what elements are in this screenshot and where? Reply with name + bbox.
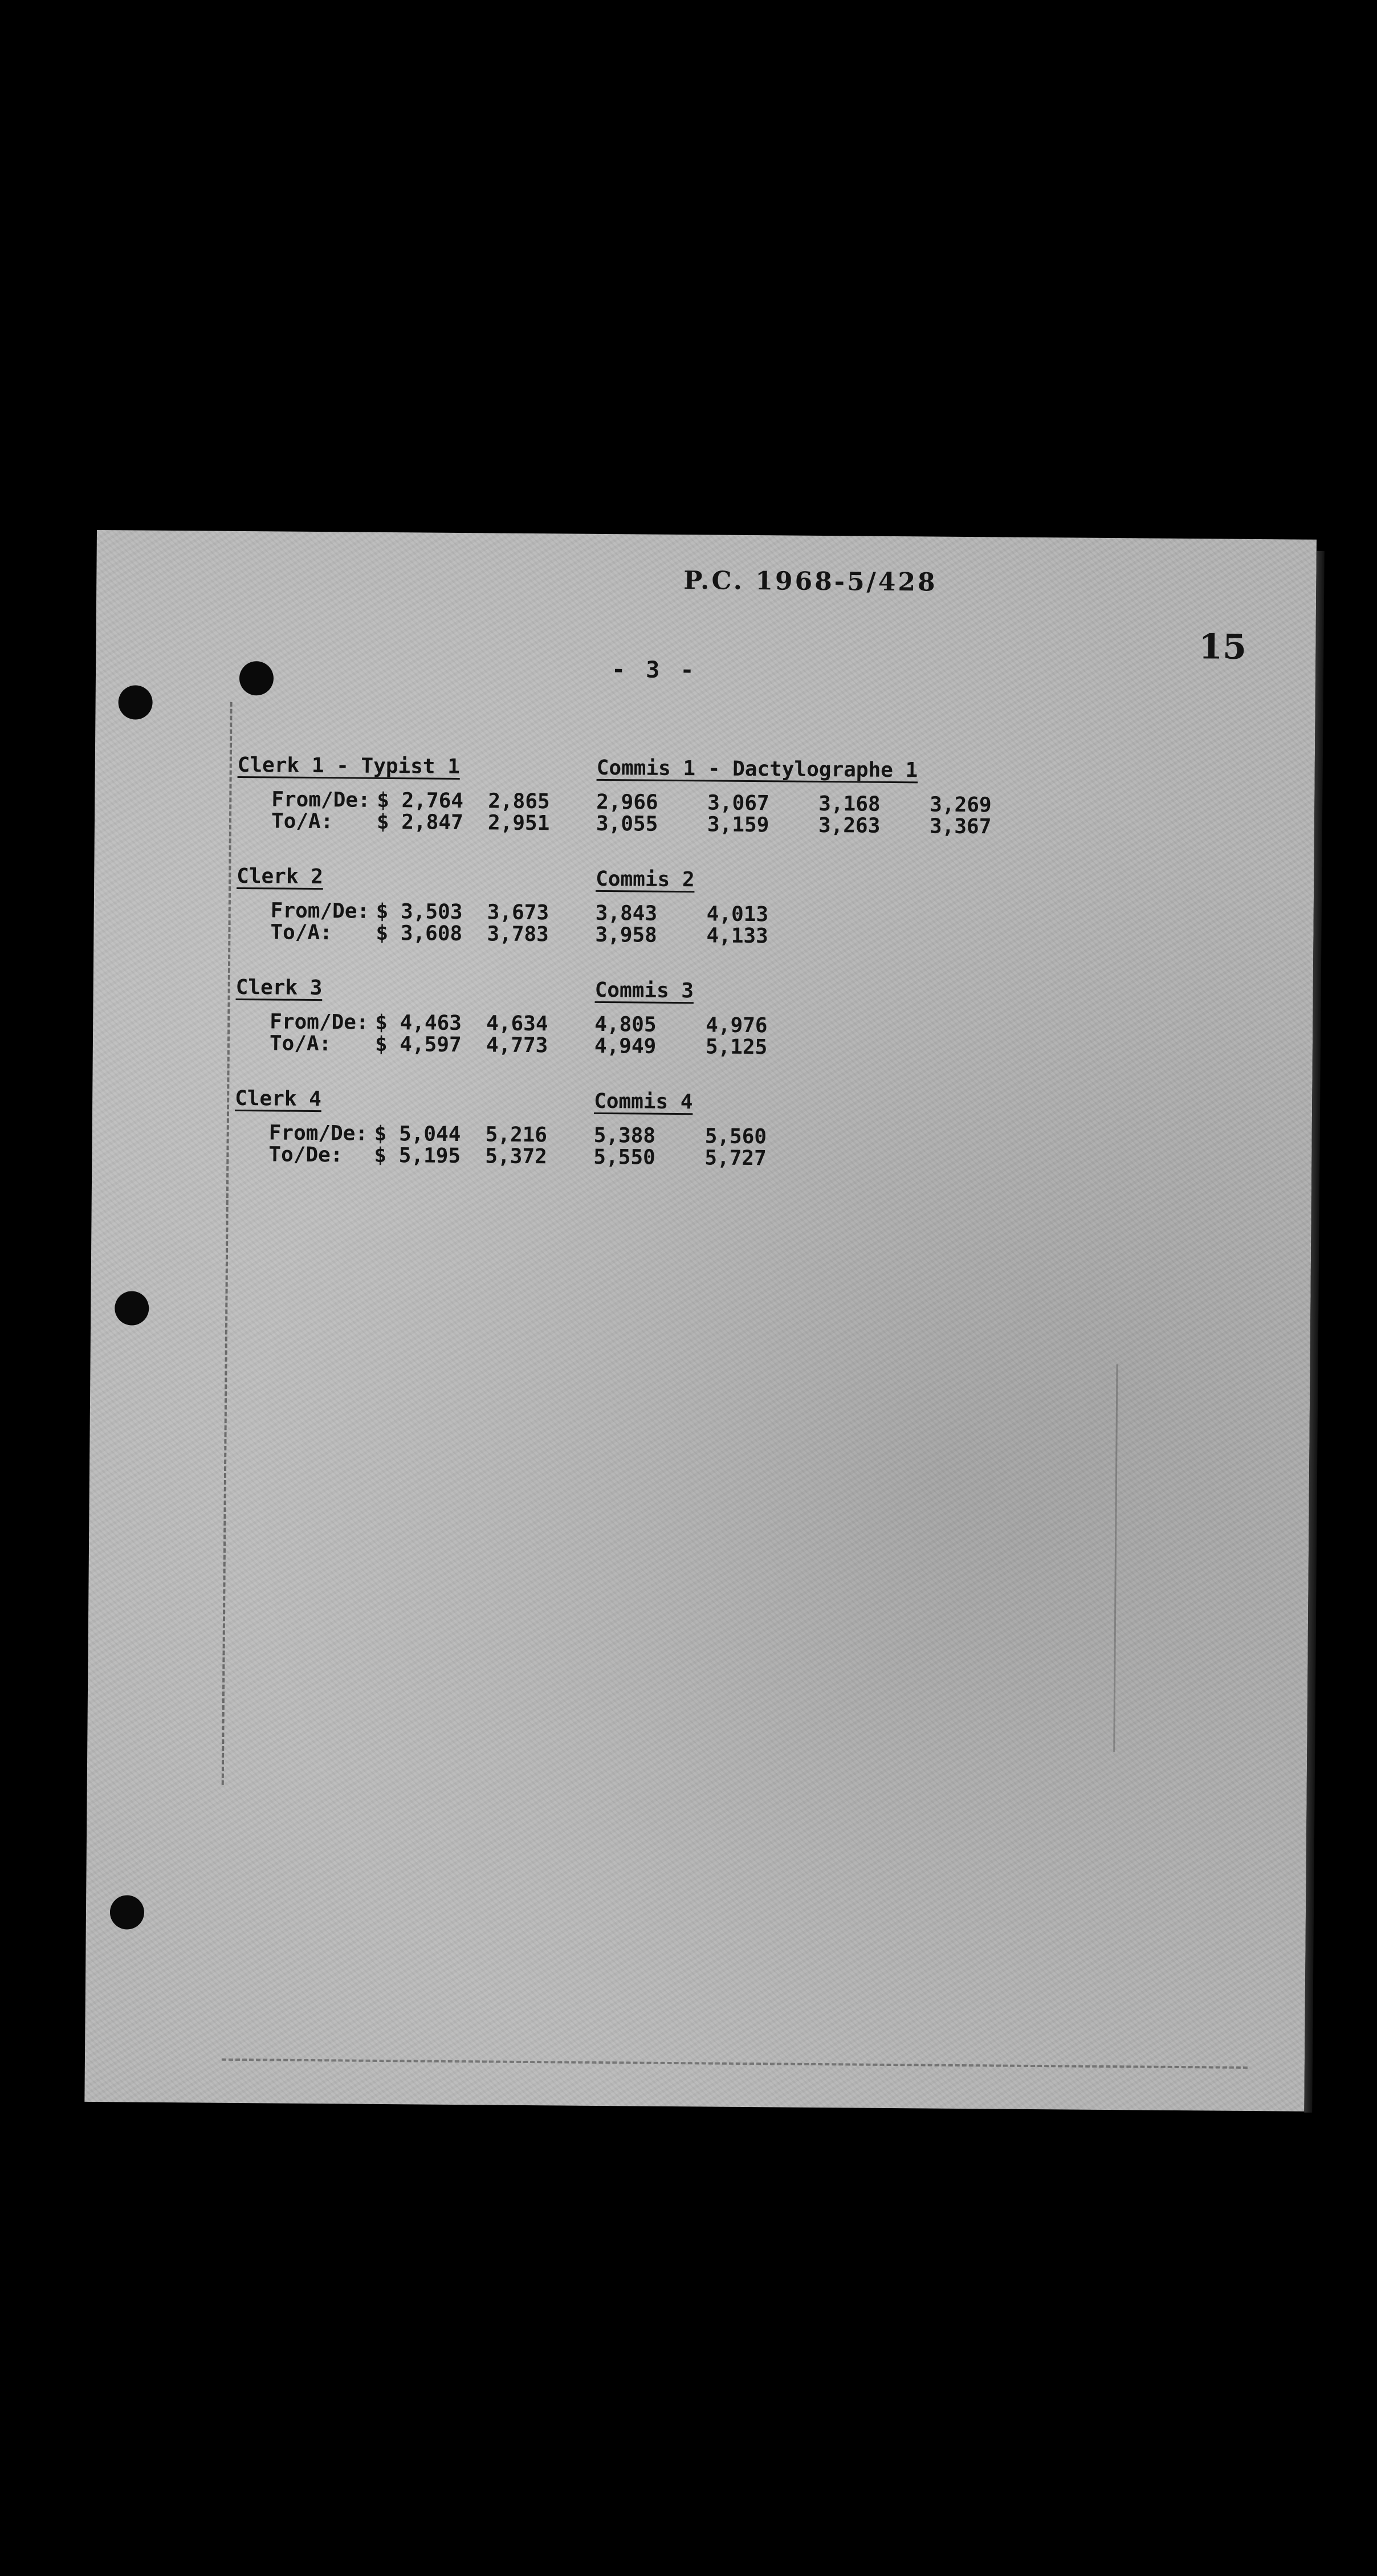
section-title-fr: Commis 1 - Dactylographe 1 (596, 756, 918, 782)
salary-value: 4,013 (706, 902, 769, 927)
salary-value: 5,388 (593, 1123, 656, 1148)
sequence-marker: - 3 - (611, 657, 698, 684)
salary-value: 3,367 (929, 814, 992, 839)
right-rule (1113, 1364, 1118, 1752)
salary-value: 5,727 (704, 1146, 767, 1171)
section-title-en: Clerk 2 (237, 864, 324, 889)
page-number: 15 (1199, 627, 1247, 667)
salary-value: $ 4,463 (375, 1010, 462, 1036)
section-title-fr: Commis 2 (596, 867, 695, 892)
punch-hole-middle (115, 1291, 149, 1325)
row-label: To/A: (270, 920, 332, 945)
salary-value: $ 4,597 (374, 1032, 462, 1057)
salary-value: $ 5,195 (374, 1143, 461, 1168)
salary-value: 3,843 (595, 901, 658, 926)
row-label: To/A: (269, 1032, 332, 1056)
salary-value: $ 3,503 (376, 899, 463, 924)
punch-hole-small (239, 661, 274, 695)
row-label: From/De: (271, 788, 370, 812)
salary-value: 5,216 (485, 1123, 548, 1147)
section-title-en: Clerk 1 - Typist 1 (237, 753, 461, 779)
salary-value: $ 2,764 (377, 788, 464, 813)
salary-value: 3,168 (818, 792, 881, 816)
salary-value: 5,560 (704, 1124, 767, 1149)
section-title-fr: Commis 3 (594, 978, 694, 1003)
salary-value: $ 3,608 (376, 921, 463, 946)
bottom-rule (222, 2059, 1248, 2069)
salary-value: 4,949 (594, 1034, 657, 1058)
salary-value: 3,783 (487, 922, 549, 947)
salary-value: 5,372 (485, 1144, 547, 1169)
margin-rule (222, 702, 233, 1785)
salary-value: 2,966 (596, 790, 658, 814)
salary-value: $ 5,044 (374, 1122, 461, 1147)
salary-value: 4,976 (706, 1013, 768, 1038)
punch-hole-bottom (110, 1895, 144, 1929)
row-label: To/A: (271, 809, 333, 834)
salary-value: 3,958 (595, 923, 657, 947)
salary-value: 4,634 (486, 1012, 548, 1036)
salary-value: 5,550 (593, 1145, 655, 1169)
salary-value: 5,125 (705, 1035, 768, 1059)
page-edge-shadow (1304, 551, 1325, 2113)
salary-value: 3,269 (930, 793, 992, 817)
salary-value: 3,159 (707, 813, 769, 837)
salary-value: 2,865 (488, 789, 550, 814)
punch-hole-top (118, 685, 152, 719)
row-label: From/De: (268, 1121, 368, 1146)
salary-value: 4,133 (706, 924, 768, 948)
row-label: From/De: (270, 1010, 369, 1034)
salary-value: 3,673 (487, 900, 549, 925)
section-title-fr: Commis 4 (593, 1089, 693, 1114)
salary-value: $ 2,847 (376, 810, 463, 835)
document-reference: P.C. 1968-5/428 (683, 566, 938, 597)
salary-value: 4,773 (486, 1033, 548, 1058)
row-label: To/De: (268, 1143, 343, 1167)
salary-value: 4,805 (594, 1012, 657, 1037)
section-title-en: Clerk 3 (235, 975, 323, 1000)
salary-value: 2,951 (487, 811, 550, 835)
row-label: From/De: (270, 899, 370, 923)
salary-value: 3,263 (818, 813, 881, 838)
scanned-page (84, 530, 1317, 2112)
salary-value: 3,055 (596, 812, 658, 836)
section-title-en: Clerk 4 (235, 1086, 322, 1111)
salary-value: 3,067 (707, 791, 769, 816)
